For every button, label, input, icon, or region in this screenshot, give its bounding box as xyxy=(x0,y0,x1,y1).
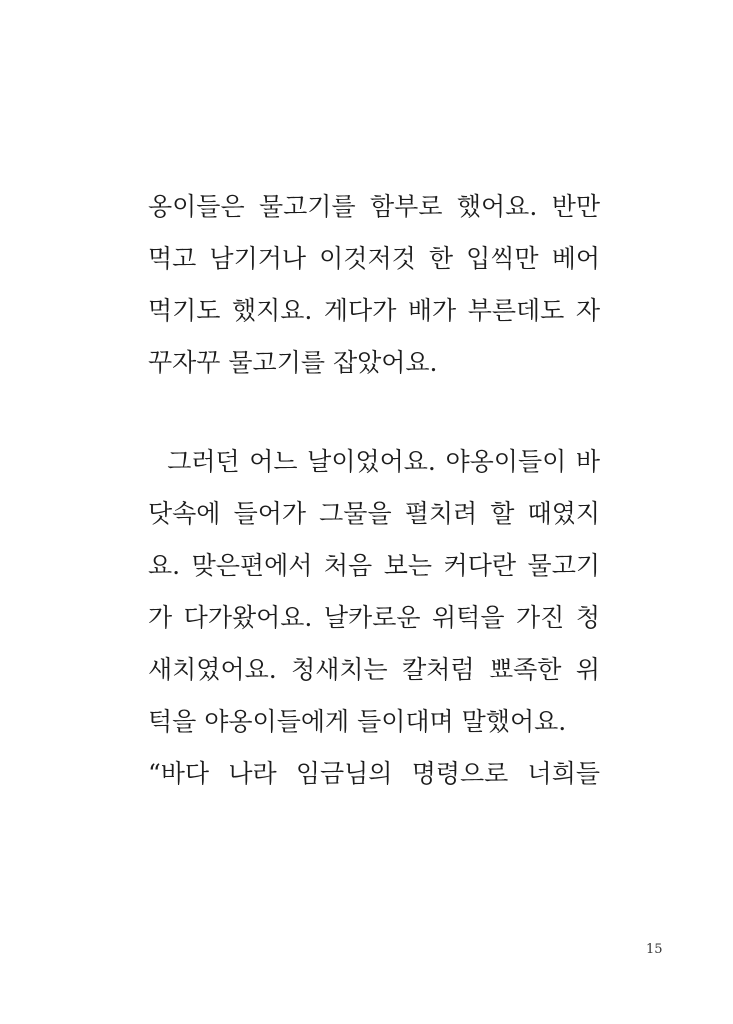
text-line: 꾸자꾸 물고기를 잡았어요. xyxy=(148,348,438,377)
text-line: 먹기도 했지요. 게다가 배가 부른데도 자 xyxy=(148,296,600,325)
text-line: 가 다가왔어요. 날카로운 위턱을 가진 청 xyxy=(148,603,600,632)
paragraph-1 xyxy=(148,181,600,389)
text-line: 그러던 어느 날이었어요. 야옹이들이 바 xyxy=(148,447,600,476)
text-line: 새치였어요. 청새치는 칼처럼 뾰족한 위 xyxy=(148,655,600,684)
paragraph-2 xyxy=(148,436,600,800)
text-line: 옹이들은 물고기를 함부로 했어요. 반만 xyxy=(148,192,600,221)
page-number: 15 xyxy=(646,942,663,957)
text-line: 먹고 남기거나 이것저것 한 입씩만 베어 xyxy=(148,244,600,273)
text-line: “바다 나라 임금님의 명령으로 너희들 xyxy=(148,759,600,788)
text-line: 턱을 야옹이들에게 들이대며 말했어요. xyxy=(148,707,567,736)
text-line: 요. 맞은편에서 처음 보는 커다란 물고기 xyxy=(148,551,600,580)
text-line: 닷속에 들어가 그물을 펼치려 할 때였지 xyxy=(148,499,600,528)
